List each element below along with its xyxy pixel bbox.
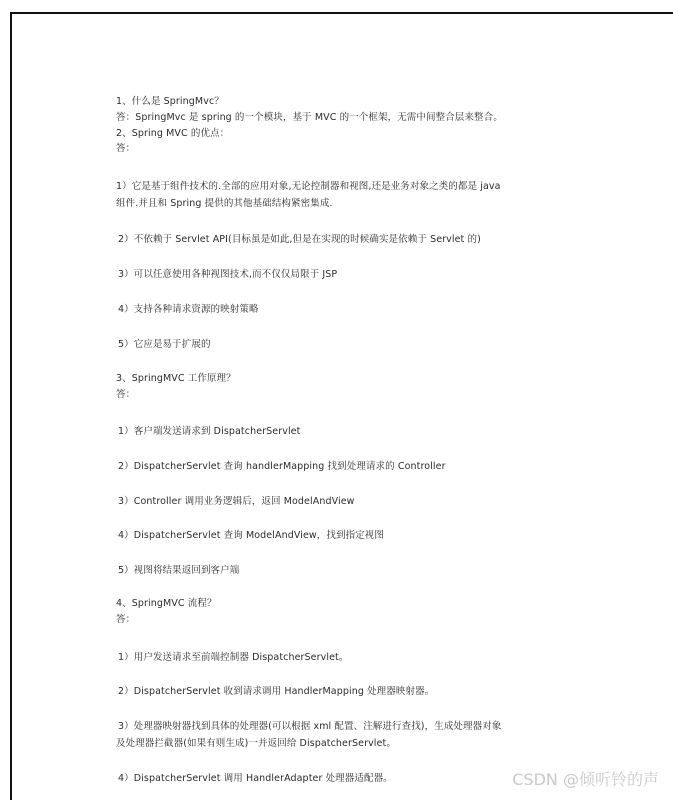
q2-item-2: 2）不依赖于 Servlet API(目标虽是如此,但是在实现的时候确实是依赖于 Servlet 的) (118, 234, 481, 245)
q4-item-2: 2）DispatcherServlet 收到请求调用 HandlerMapping 处理器映射器。 (118, 686, 435, 697)
q4-item-3-cont: 及处理器拦截器(如果有则生成)一并返回给 DispatcherServlet。 (116, 738, 396, 749)
q2-item-5: 5）它应是易于扩展的 (118, 339, 211, 350)
q2-item-4: 4）支持各种请求资源的映射策略 (118, 304, 259, 315)
q4-title: 4、SpringMVC 流程？ (116, 598, 217, 609)
q2-item-3: 3）可以任意使用各种视图技术,而不仅仅局限于 JSP (118, 269, 338, 280)
q3-item-3: 3）Controller 调用业务逻辑后，返回 ModelAndView (118, 496, 355, 507)
q1-answer: 答：SpringMvc 是 spring 的一个模块，基于 MVC 的一个框架，无需中间整合层来整合。 (116, 112, 503, 123)
q3-answer-label: 答： (116, 389, 136, 400)
q4-item-3: 3）处理器映射器找到具体的处理器(可以根据 xml 配置、注解进行查找)，生成处理器对象 (118, 721, 502, 732)
q3-title: 3、SpringMVC 工作原理？ (116, 373, 236, 384)
q2-item-1: 1）它是基于组件技术的.全部的应用对象,无论控制器和视图,还是业务对象之类的都是 java (116, 181, 501, 192)
q2-title: 2、Spring MVC 的优点： (116, 128, 230, 139)
q1-title: 1、什么是 SpringMvc？ (116, 96, 224, 107)
q2-item-1-cont: 组件.并且和 Spring 提供的其他基础结构紧密集成. (116, 198, 333, 209)
q3-item-5: 5）视图将结果返回到客户端 (118, 565, 240, 576)
q3-item-2: 2）DispatcherServlet 查询 handlerMapping 找到处理请求的 Controller (118, 461, 446, 472)
q2-answer-label: 答： (116, 143, 136, 154)
page-top-border (10, 12, 673, 14)
q4-item-1: 1）用户发送请求至前端控制器 DispatcherServlet。 (118, 652, 349, 663)
page-left-border (10, 12, 12, 800)
q3-item-1: 1）客户端发送请求到 DispatcherServlet (118, 426, 301, 437)
q4-item-4: 4）DispatcherServlet 调用 HandlerAdapter 处理器适配器。 (118, 773, 393, 784)
csdn-watermark: CSDN @倾听铃的声 (512, 770, 659, 789)
q4-answer-label: 答： (116, 614, 136, 625)
q3-item-4: 4）DispatcherServlet 查询 ModelAndView，找到指定视图 (118, 530, 384, 541)
